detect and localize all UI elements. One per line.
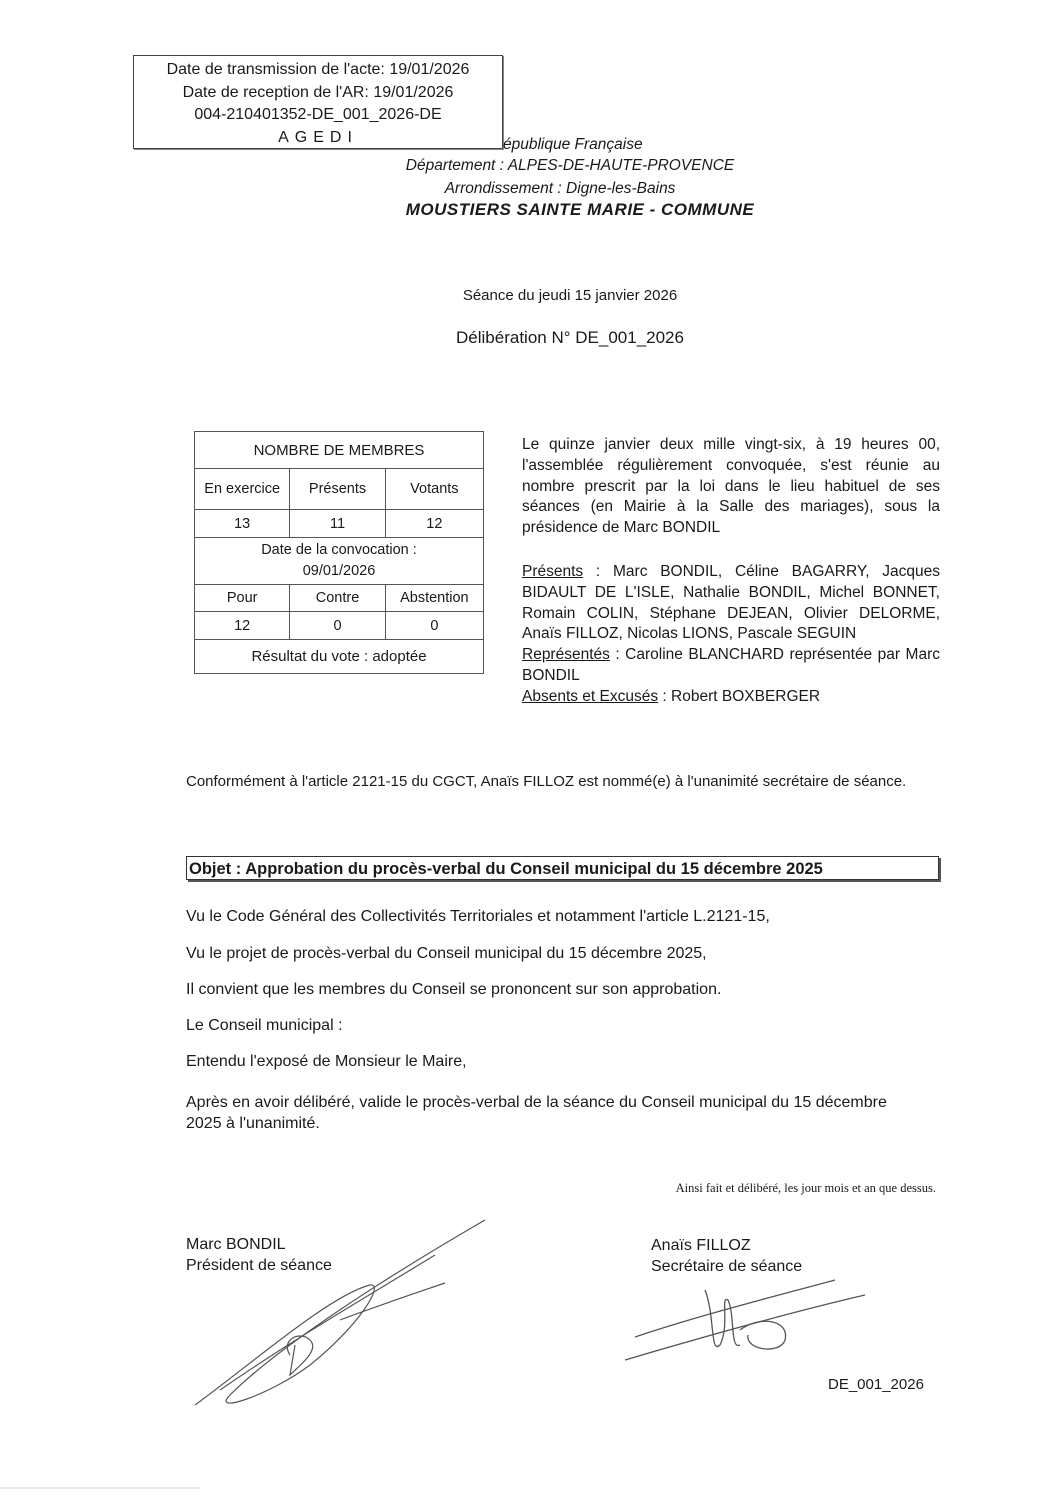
header-contre: Contre [290, 585, 385, 612]
body-paragraph: Entendu l'exposé de Monsieur le Maire, [186, 1053, 467, 1070]
body-paragraph: Le Conseil municipal : [186, 1017, 343, 1034]
transmission-date: Date de transmission de l'acte: 19/01/2026 [166, 61, 470, 78]
attendance [522, 562, 940, 708]
act-identifier: 004-210401352-DE_001_2026-DE [194, 106, 442, 123]
republic-label: épublique Française [503, 136, 643, 153]
body-paragraph: Vu le Code Général des Collectivités Territoriales et notamment l'article L.2121-15, [186, 908, 770, 925]
header-en-exercice: En exercice [195, 469, 290, 510]
present-label: Présents [522, 563, 584, 580]
secretary-signature-block [651, 1235, 802, 1277]
members-table-title: NOMBRE DE MEMBRES [195, 432, 484, 469]
secretary-note: Conformément à l'article 2121-15 du CGCT, Anaïs FILLOZ est nommé(e) à l'unanimité secrétaire de séance. [186, 773, 907, 790]
convocation-label: Date de la convocation : [261, 542, 417, 558]
header-pour: Pour [195, 585, 290, 612]
body-paragraph: Il convient que les membres du Conseil se prononcent sur son approbation. [186, 981, 722, 998]
president-role: Président de séance [186, 1257, 332, 1274]
secretary-role: Secrétaire de séance [651, 1258, 803, 1275]
secretary-name: Anaïs FILLOZ [651, 1237, 751, 1254]
header-presents: Présents [290, 469, 385, 510]
reception-date: Date de reception de l'AR: 19/01/2026 [182, 83, 454, 101]
present-list: : Marc BONDIL, Céline BAGARRY, Jacques BIDAULT DE L'ISLE, Nathalie BONDIL, Michel BONNET, Romain COLIN, Stéphane DEJEAN, Olivier DELORME, Anaïs FILLOZ, Nicolas LIONS, Pascale SEGUIN [522, 563, 940, 643]
deliberation-number: Délibération N° DE_001_2026 [456, 328, 684, 347]
members-table [194, 431, 484, 674]
scan-artifact [0, 1487, 200, 1489]
header-abstention: Abstention [385, 585, 483, 612]
session-intro: Le quinze janvier deux mille vingt-six, à 19 heures 00, l'assemblée régulièrement convoquée, s'est réunie au nombre prescrit par la loi dans le lieu habituel de ses séances (en Mairie à la Salle des mariages), sous la présidence de Marc BONDIL [522, 436, 940, 537]
body-paragraph: Après en avoir délibéré, valide le procès-verbal de la séance du Conseil municipal du 15 décembre 2025 à l'unanimité. [186, 1094, 887, 1132]
value-abstention: 0 [385, 612, 483, 640]
header-votants: Votants [385, 469, 483, 510]
value-votants: 12 [385, 510, 483, 538]
value-pour: 12 [195, 612, 290, 640]
value-contre: 0 [290, 612, 385, 640]
closing-formula: Ainsi fait et délibéré, les jour mois et an que dessus. [675, 1181, 936, 1195]
convocation-date: 09/01/2026 [302, 563, 376, 579]
president-name: Marc BONDIL [186, 1236, 286, 1253]
value-presents: 11 [290, 510, 385, 538]
footer-reference: DE_001_2026 [828, 1376, 924, 1393]
body-paragraph: Vu le projet de procès-verbal du Conseil municipal du 15 décembre 2025, [186, 945, 707, 962]
arrondissement-label: Arrondissement : Digne-les-Bains [444, 180, 676, 197]
convocation-cell [195, 538, 484, 585]
stamp-issuer: AGEDI [278, 128, 358, 146]
president-signature-icon [190, 1215, 500, 1415]
transmission-stamp [133, 55, 503, 149]
represented-label: Représentés [522, 646, 610, 664]
absent-label: Absents et Excusés [522, 687, 659, 705]
absent-list: : Robert BOXBERGER [658, 687, 821, 705]
represented-list: : Caroline BLANCHARD représentée par Marc BONDIL [522, 646, 940, 684]
vote-result: Résultat du vote : adoptée [195, 640, 484, 674]
commune-title: MOUSTIERS SAINTE MARIE - COMMUNE [405, 200, 755, 219]
secretary-signature-icon [620, 1275, 870, 1365]
value-en-exercice: 13 [195, 510, 290, 538]
object-title: Objet : Approbation du procès-verbal du Conseil municipal du 15 décembre 2025 [186, 856, 939, 880]
session-date: Séance du jeudi 15 janvier 2026 [462, 287, 678, 304]
department-label: Département : ALPES-DE-HAUTE-PROVENCE [405, 157, 735, 174]
